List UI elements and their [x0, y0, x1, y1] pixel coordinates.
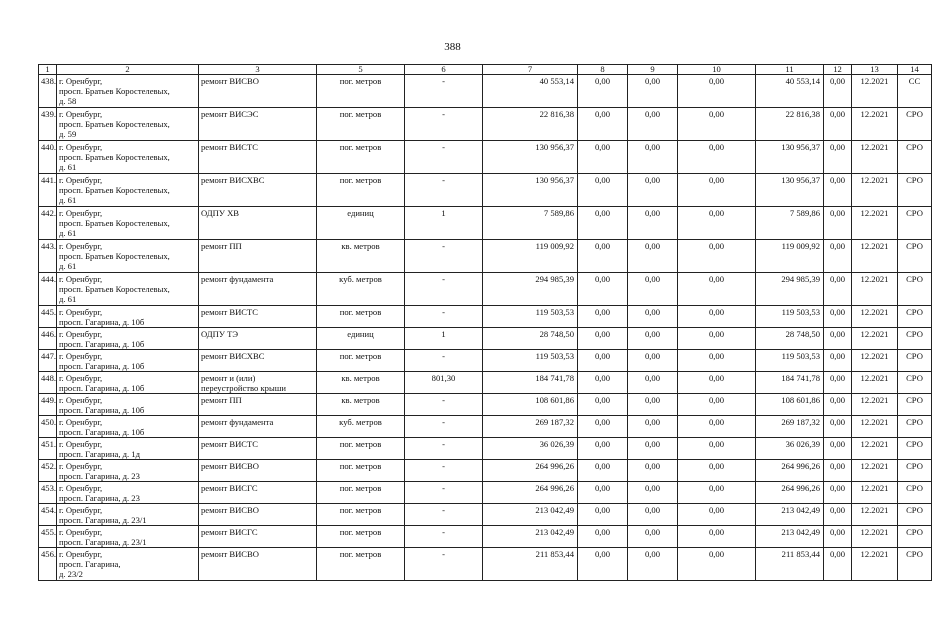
- method-cell: СРО: [898, 108, 932, 141]
- quantity-cell: -: [405, 350, 483, 372]
- method-cell: СРО: [898, 504, 932, 526]
- method-cell: СРО: [898, 482, 932, 504]
- cost-cell: 294 985,39: [756, 273, 824, 306]
- cost-cell: 0,00: [628, 328, 678, 350]
- cost-cell: 0,00: [628, 350, 678, 372]
- column-header: 9: [628, 65, 678, 75]
- address-cell: г. Оренбург, просп. Гагарина, д. 23: [57, 460, 199, 482]
- cost-cell: 0,00: [578, 372, 628, 394]
- unit-cell: пог. метров: [317, 482, 405, 504]
- cost-cell: 0,00: [678, 482, 756, 504]
- quantity-cell: -: [405, 482, 483, 504]
- work-type-cell: ремонт ВИСХВС: [199, 174, 317, 207]
- row-number: 439.: [39, 108, 57, 141]
- deadline-cell: 12.2021: [852, 526, 898, 548]
- cost-cell: 0,00: [678, 273, 756, 306]
- cost-cell: 22 816,38: [756, 108, 824, 141]
- cost-cell: 0,00: [578, 482, 628, 504]
- row-number: 452.: [39, 460, 57, 482]
- work-type-cell: ремонт ВИСВО: [199, 504, 317, 526]
- method-cell: СРО: [898, 240, 932, 273]
- cost-cell: 36 026,39: [756, 438, 824, 460]
- address-cell: г. Оренбург, просп. Гагарина, д. 23/1: [57, 526, 199, 548]
- work-type-cell: ремонт фундамента: [199, 273, 317, 306]
- cost-cell: 0,00: [678, 174, 756, 207]
- row-number: 444.: [39, 273, 57, 306]
- unit-cell: пог. метров: [317, 438, 405, 460]
- row-number: 455.: [39, 526, 57, 548]
- cost-cell: 0,00: [678, 350, 756, 372]
- unit-cell: пог. метров: [317, 350, 405, 372]
- work-type-cell: ремонт ВИСТС: [199, 438, 317, 460]
- unit-cell: пог. метров: [317, 174, 405, 207]
- method-cell: СРО: [898, 350, 932, 372]
- deadline-cell: 12.2021: [852, 240, 898, 273]
- total-cost-cell: 130 956,37: [483, 141, 578, 174]
- address-cell: г. Оренбург, просп. Братьев Коростелевых, д. 59: [57, 108, 199, 141]
- cost-cell: 0,00: [578, 460, 628, 482]
- total-cost-cell: 294 985,39: [483, 273, 578, 306]
- cost-cell: 0,00: [578, 174, 628, 207]
- quantity-cell: -: [405, 504, 483, 526]
- table-row: [39, 504, 932, 526]
- total-cost-cell: 119 009,92: [483, 240, 578, 273]
- quantity-cell: -: [405, 141, 483, 174]
- column-header: 11: [756, 65, 824, 75]
- cost-cell: 0,00: [824, 207, 852, 240]
- work-type-cell: ремонт ПП: [199, 394, 317, 416]
- cost-cell: 0,00: [678, 526, 756, 548]
- deadline-cell: 12.2021: [852, 548, 898, 581]
- cost-cell: 0,00: [628, 438, 678, 460]
- work-type-cell: ремонт и (или) переустройство крыши: [199, 372, 317, 394]
- table-row: [39, 438, 932, 460]
- total-cost-cell: 264 996,26: [483, 460, 578, 482]
- cost-cell: 0,00: [578, 438, 628, 460]
- cost-cell: 0,00: [824, 306, 852, 328]
- cost-cell: 0,00: [578, 240, 628, 273]
- cost-cell: 0,00: [628, 548, 678, 581]
- table-row: [39, 207, 932, 240]
- cost-cell: 0,00: [628, 273, 678, 306]
- deadline-cell: 12.2021: [852, 273, 898, 306]
- unit-cell: куб. метров: [317, 273, 405, 306]
- total-cost-cell: 28 748,50: [483, 328, 578, 350]
- table-row: [39, 141, 932, 174]
- unit-cell: пог. метров: [317, 504, 405, 526]
- total-cost-cell: 36 026,39: [483, 438, 578, 460]
- cost-cell: 0,00: [628, 207, 678, 240]
- address-cell: г. Оренбург, просп. Гагарина, д. 10б: [57, 350, 199, 372]
- cost-cell: 7 589,86: [756, 207, 824, 240]
- cost-cell: 0,00: [678, 240, 756, 273]
- deadline-cell: 12.2021: [852, 372, 898, 394]
- cost-cell: 0,00: [824, 526, 852, 548]
- quantity-cell: -: [405, 548, 483, 581]
- table-row: [39, 273, 932, 306]
- cost-cell: 0,00: [578, 526, 628, 548]
- column-header: 6: [405, 65, 483, 75]
- work-type-cell: ремонт ВИСВО: [199, 548, 317, 581]
- cost-cell: 0,00: [678, 548, 756, 581]
- total-cost-cell: 269 187,32: [483, 416, 578, 438]
- work-type-cell: ремонт ВИСВО: [199, 75, 317, 108]
- cost-cell: 130 956,37: [756, 174, 824, 207]
- table-row: [39, 240, 932, 273]
- cost-cell: 0,00: [678, 394, 756, 416]
- cost-cell: 108 601,86: [756, 394, 824, 416]
- address-cell: г. Оренбург, просп. Братьев Коростелевых, д. 61: [57, 273, 199, 306]
- cost-cell: 40 553,14: [756, 75, 824, 108]
- deadline-cell: 12.2021: [852, 207, 898, 240]
- method-cell: СРО: [898, 207, 932, 240]
- work-type-cell: ремонт фундамента: [199, 416, 317, 438]
- method-cell: СРО: [898, 328, 932, 350]
- table-row: [39, 108, 932, 141]
- work-type-cell: ремонт ВИСТС: [199, 306, 317, 328]
- cost-cell: 0,00: [678, 438, 756, 460]
- cost-cell: 0,00: [628, 75, 678, 108]
- cost-cell: 0,00: [824, 438, 852, 460]
- row-number: 441.: [39, 174, 57, 207]
- quantity-cell: 1: [405, 207, 483, 240]
- cost-cell: 0,00: [578, 141, 628, 174]
- column-header: 8: [578, 65, 628, 75]
- unit-cell: пог. метров: [317, 75, 405, 108]
- column-header: 13: [852, 65, 898, 75]
- cost-cell: 0,00: [824, 372, 852, 394]
- cost-cell: 0,00: [578, 273, 628, 306]
- cost-cell: 0,00: [578, 108, 628, 141]
- address-cell: г. Оренбург, просп. Гагарина, д. 23: [57, 482, 199, 504]
- cost-cell: 0,00: [824, 394, 852, 416]
- row-number: 456.: [39, 548, 57, 581]
- deadline-cell: 12.2021: [852, 460, 898, 482]
- cost-cell: 0,00: [824, 240, 852, 273]
- cost-cell: 0,00: [678, 306, 756, 328]
- cost-cell: 0,00: [824, 75, 852, 108]
- unit-cell: пог. метров: [317, 306, 405, 328]
- table-row: [39, 328, 932, 350]
- unit-cell: единиц: [317, 207, 405, 240]
- unit-cell: пог. метров: [317, 526, 405, 548]
- row-number: 445.: [39, 306, 57, 328]
- cost-cell: 0,00: [578, 394, 628, 416]
- table-row: [39, 394, 932, 416]
- quantity-cell: -: [405, 526, 483, 548]
- address-cell: г. Оренбург, просп. Гагарина, д. 1д: [57, 438, 199, 460]
- column-header: 3: [199, 65, 317, 75]
- table-row: [39, 460, 932, 482]
- cost-cell: 0,00: [824, 350, 852, 372]
- table-row: [39, 306, 932, 328]
- quantity-cell: -: [405, 75, 483, 108]
- cost-cell: 119 503,53: [756, 306, 824, 328]
- deadline-cell: 12.2021: [852, 306, 898, 328]
- total-cost-cell: 264 996,26: [483, 482, 578, 504]
- row-number: 449.: [39, 394, 57, 416]
- table-row: [39, 372, 932, 394]
- unit-cell: пог. метров: [317, 141, 405, 174]
- address-cell: г. Оренбург, просп. Братьев Коростелевых, д. 61: [57, 174, 199, 207]
- method-cell: СРО: [898, 438, 932, 460]
- work-type-cell: ремонт ПП: [199, 240, 317, 273]
- quantity-cell: 1: [405, 328, 483, 350]
- cost-cell: 0,00: [824, 141, 852, 174]
- cost-cell: 0,00: [578, 75, 628, 108]
- unit-cell: единиц: [317, 328, 405, 350]
- address-cell: г. Оренбург, просп. Гагарина, д. 10б: [57, 306, 199, 328]
- total-cost-cell: 119 503,53: [483, 306, 578, 328]
- quantity-cell: -: [405, 394, 483, 416]
- cost-cell: 0,00: [678, 416, 756, 438]
- cost-cell: 0,00: [678, 207, 756, 240]
- column-header: 12: [824, 65, 852, 75]
- work-type-cell: ремонт ВИСТС: [199, 141, 317, 174]
- cost-cell: 0,00: [578, 306, 628, 328]
- deadline-cell: 12.2021: [852, 174, 898, 207]
- total-cost-cell: 22 816,38: [483, 108, 578, 141]
- total-cost-cell: 130 956,37: [483, 174, 578, 207]
- cost-cell: 0,00: [628, 526, 678, 548]
- cost-cell: 0,00: [628, 504, 678, 526]
- total-cost-cell: 108 601,86: [483, 394, 578, 416]
- cost-cell: 184 741,78: [756, 372, 824, 394]
- cost-cell: 0,00: [824, 273, 852, 306]
- table-row: [39, 174, 932, 207]
- cost-cell: 0,00: [628, 416, 678, 438]
- total-cost-cell: 119 503,53: [483, 350, 578, 372]
- row-number: 443.: [39, 240, 57, 273]
- total-cost-cell: 211 853,44: [483, 548, 578, 581]
- address-cell: г. Оренбург, просп. Братьев Коростелевых, д. 61: [57, 240, 199, 273]
- address-cell: г. Оренбург, просп. Братьев Коростелевых, д. 61: [57, 207, 199, 240]
- table-row: [39, 75, 932, 108]
- cost-cell: 0,00: [578, 416, 628, 438]
- deadline-cell: 12.2021: [852, 328, 898, 350]
- repair-plan-table: [38, 64, 932, 581]
- cost-cell: 0,00: [824, 174, 852, 207]
- row-number: 450.: [39, 416, 57, 438]
- work-type-cell: ремонт ВИСХВС: [199, 350, 317, 372]
- deadline-cell: 12.2021: [852, 394, 898, 416]
- cost-cell: 0,00: [628, 240, 678, 273]
- cost-cell: 0,00: [678, 372, 756, 394]
- deadline-cell: 12.2021: [852, 75, 898, 108]
- cost-cell: 0,00: [628, 306, 678, 328]
- quantity-cell: -: [405, 306, 483, 328]
- total-cost-cell: 40 553,14: [483, 75, 578, 108]
- cost-cell: 0,00: [824, 548, 852, 581]
- cost-cell: 0,00: [628, 372, 678, 394]
- total-cost-cell: 213 042,49: [483, 504, 578, 526]
- deadline-cell: 12.2021: [852, 504, 898, 526]
- cost-cell: 119 503,53: [756, 350, 824, 372]
- cost-cell: 264 996,26: [756, 482, 824, 504]
- method-cell: СРО: [898, 372, 932, 394]
- address-cell: г. Оренбург, просп. Гагарина, д. 10б: [57, 394, 199, 416]
- row-number: 453.: [39, 482, 57, 504]
- cost-cell: 0,00: [578, 350, 628, 372]
- row-number: 447.: [39, 350, 57, 372]
- column-header: 14: [898, 65, 932, 75]
- page-number: 388: [444, 41, 461, 53]
- deadline-cell: 12.2021: [852, 141, 898, 174]
- work-type-cell: ремонт ВИСГС: [199, 526, 317, 548]
- cost-cell: 0,00: [824, 482, 852, 504]
- unit-cell: кв. метров: [317, 240, 405, 273]
- header-row: [39, 65, 932, 75]
- deadline-cell: 12.2021: [852, 416, 898, 438]
- address-cell: г. Оренбург, просп. Гагарина, д. 23/1: [57, 504, 199, 526]
- cost-cell: 0,00: [824, 416, 852, 438]
- column-header: 10: [678, 65, 756, 75]
- table-row: [39, 416, 932, 438]
- address-cell: г. Оренбург, просп. Братьев Коростелевых, д. 61: [57, 141, 199, 174]
- column-header: 2: [57, 65, 199, 75]
- work-type-cell: ремонт ВИСГС: [199, 482, 317, 504]
- row-number: 438.: [39, 75, 57, 108]
- method-cell: СРО: [898, 174, 932, 207]
- table-row: [39, 350, 932, 372]
- row-number: 451.: [39, 438, 57, 460]
- unit-cell: кв. метров: [317, 394, 405, 416]
- column-header: 5: [317, 65, 405, 75]
- column-header: 7: [483, 65, 578, 75]
- total-cost-cell: 7 589,86: [483, 207, 578, 240]
- row-number: 446.: [39, 328, 57, 350]
- cost-cell: 211 853,44: [756, 548, 824, 581]
- quantity-cell: -: [405, 174, 483, 207]
- cost-cell: 0,00: [628, 482, 678, 504]
- cost-cell: 0,00: [824, 460, 852, 482]
- work-type-cell: ОДПУ ТЭ: [199, 328, 317, 350]
- row-number: 448.: [39, 372, 57, 394]
- work-type-cell: ремонт ВИСЭС: [199, 108, 317, 141]
- unit-cell: пог. метров: [317, 460, 405, 482]
- method-cell: СРО: [898, 460, 932, 482]
- cost-cell: 119 009,92: [756, 240, 824, 273]
- total-cost-cell: 213 042,49: [483, 526, 578, 548]
- address-cell: г. Оренбург, просп. Гагарина, д. 10б: [57, 328, 199, 350]
- cost-cell: 130 956,37: [756, 141, 824, 174]
- cost-cell: 269 187,32: [756, 416, 824, 438]
- quantity-cell: -: [405, 108, 483, 141]
- cost-cell: 0,00: [824, 108, 852, 141]
- method-cell: СРО: [898, 394, 932, 416]
- quantity-cell: -: [405, 460, 483, 482]
- work-type-cell: ремонт ВИСВО: [199, 460, 317, 482]
- cost-cell: 28 748,50: [756, 328, 824, 350]
- method-cell: СРО: [898, 273, 932, 306]
- quantity-cell: -: [405, 240, 483, 273]
- method-cell: СРО: [898, 526, 932, 548]
- table-body: [39, 75, 932, 581]
- address-cell: г. Оренбург, просп. Гагарина, д. 23/2: [57, 548, 199, 581]
- cost-cell: 0,00: [678, 75, 756, 108]
- row-number: 440.: [39, 141, 57, 174]
- method-cell: СС: [898, 75, 932, 108]
- row-number: 454.: [39, 504, 57, 526]
- method-cell: СРО: [898, 306, 932, 328]
- row-number: 442.: [39, 207, 57, 240]
- quantity-cell: -: [405, 416, 483, 438]
- deadline-cell: 12.2021: [852, 108, 898, 141]
- deadline-cell: 12.2021: [852, 350, 898, 372]
- cost-cell: 0,00: [678, 504, 756, 526]
- quantity-cell: -: [405, 438, 483, 460]
- method-cell: СРО: [898, 141, 932, 174]
- cost-cell: 0,00: [578, 548, 628, 581]
- unit-cell: пог. метров: [317, 548, 405, 581]
- cost-cell: 213 042,49: [756, 526, 824, 548]
- table-row: [39, 526, 932, 548]
- cost-cell: 0,00: [578, 328, 628, 350]
- address-cell: г. Оренбург, просп. Гагарина, д. 10б: [57, 416, 199, 438]
- cost-cell: 0,00: [824, 328, 852, 350]
- cost-cell: 0,00: [824, 504, 852, 526]
- method-cell: СРО: [898, 548, 932, 581]
- table-row: [39, 482, 932, 504]
- cost-cell: 0,00: [578, 504, 628, 526]
- unit-cell: куб. метров: [317, 416, 405, 438]
- unit-cell: кв. метров: [317, 372, 405, 394]
- cost-cell: 0,00: [678, 141, 756, 174]
- quantity-cell: 801,30: [405, 372, 483, 394]
- cost-cell: 0,00: [628, 108, 678, 141]
- cost-cell: 213 042,49: [756, 504, 824, 526]
- total-cost-cell: 184 741,78: [483, 372, 578, 394]
- work-type-cell: ОДПУ ХВ: [199, 207, 317, 240]
- column-header: 1: [39, 65, 57, 75]
- cost-cell: 0,00: [628, 141, 678, 174]
- deadline-cell: 12.2021: [852, 482, 898, 504]
- cost-cell: 0,00: [628, 460, 678, 482]
- cost-cell: 0,00: [678, 460, 756, 482]
- address-cell: г. Оренбург, просп. Братьев Коростелевых, д. 58: [57, 75, 199, 108]
- method-cell: СРО: [898, 416, 932, 438]
- quantity-cell: -: [405, 273, 483, 306]
- cost-cell: 264 996,26: [756, 460, 824, 482]
- cost-cell: 0,00: [628, 174, 678, 207]
- cost-cell: 0,00: [678, 108, 756, 141]
- unit-cell: пог. метров: [317, 108, 405, 141]
- address-cell: г. Оренбург, просп. Гагарина, д. 10б: [57, 372, 199, 394]
- cost-cell: 0,00: [578, 207, 628, 240]
- cost-cell: 0,00: [628, 394, 678, 416]
- table-row: [39, 548, 932, 581]
- deadline-cell: 12.2021: [852, 438, 898, 460]
- cost-cell: 0,00: [678, 328, 756, 350]
